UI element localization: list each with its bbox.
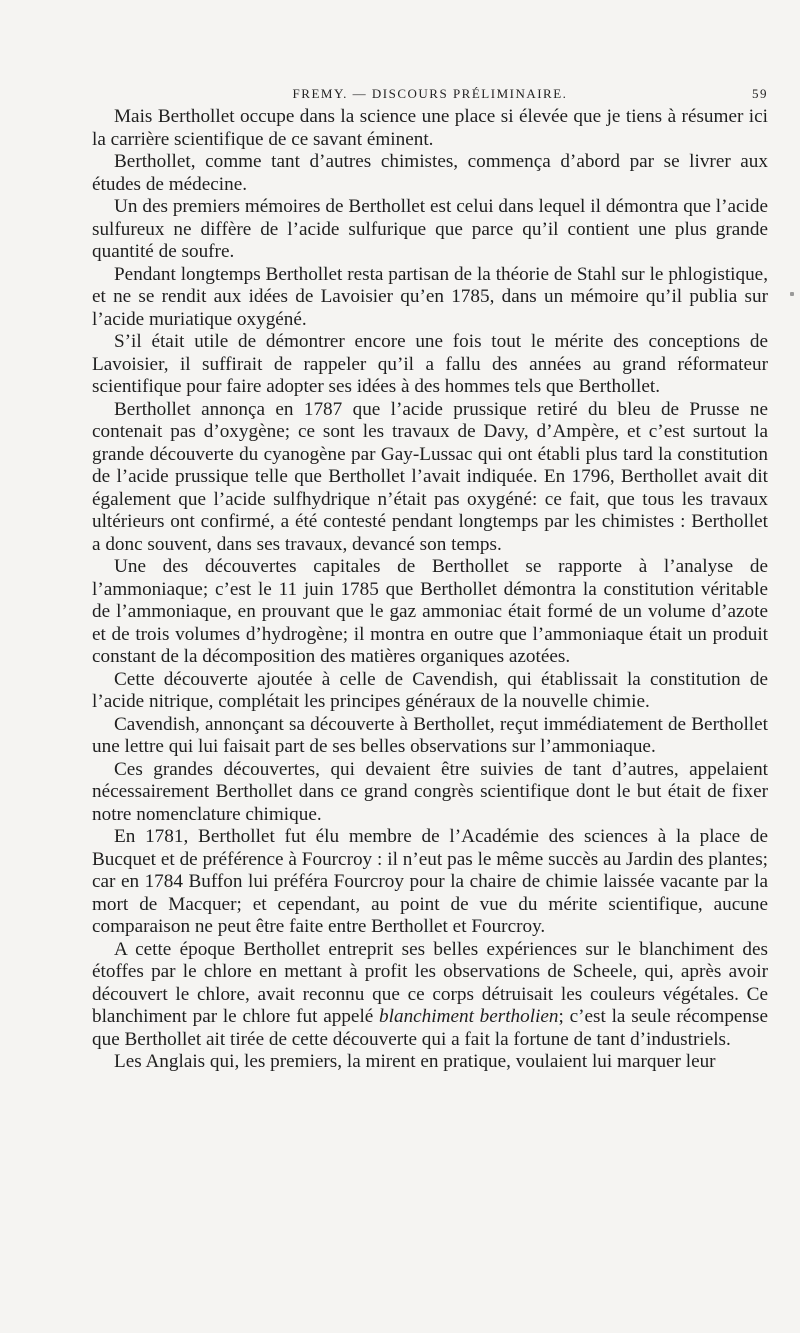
- header-title: FREMY. — DISCOURS PRÉLIMINAIRE.: [292, 86, 568, 101]
- paragraph: Une des découvertes capitales de Berthollet se rapporte à l’analyse de l’ammoniaque; c’est le 11 juin 1785 que Berthollet démontra la constitution véritable de l’ammoniaque, en prouvant que le gaz ammoniac était formé de un volume d’azote et de trois volumes d’hydrogène; il montra en outre que l’ammoniaque était un produit constant de la décomposition des matières organiques azotées.: [92, 556, 768, 667]
- page-number: 59: [752, 86, 768, 101]
- paragraph: Cavendish, annonçant sa découverte à Berthollet, reçut immédiatement de Berthollet une lettre qui lui faisait part de ses belles observations sur l’ammoniaque.: [92, 713, 768, 757]
- body-text: [92, 106, 768, 1074]
- paragraph: Berthollet, comme tant d’autres chimistes, commença d’abord par se livrer aux études de médecine.: [92, 151, 768, 195]
- paragraph-blanchiment: [92, 939, 768, 1052]
- paragraph: Berthollet annonça en 1787 que l’acide prussique retiré du bleu de Prusse ne contenait pas d’oxygène; ce sont les travaux de Davy, d’Ampère, et c’est surtout la grande découverte du cyanogène par Gay-Lussac qui ont établi plus tard la constitution de l’acide prussique telle que Berthollet l’avait indiquée. En 1796, Berthollet avait dit également que l’acide sulfhydrique n’était pas oxygéné: ce fait, que tous les travaux ultérieurs ont confirmé, a été contesté pendant longtemps par les chimistes : Berthollet a donc souvent, dans ses travaux, devancé son temps.: [92, 398, 768, 555]
- italic-term: blanchiment bertholien: [379, 1006, 559, 1027]
- paragraph: Un des premiers mémoires de Berthollet est celui dans lequel il démontra que l’acide sulfureux ne diffère de l’acide sulfurique que parce qu’il contient une plus grande quantité de soufre.: [92, 196, 768, 262]
- paragraph-text: A cette époque Berthollet entreprit ses belles expériences sur le blanchiment des étoffes par le chlore en mettant à profit les observations de Scheele, qui, après avoir découvert le chlore, avait reconnu que ce corps détruisait les couleurs végétales. Ce blanchiment par le chlore fut appelé: [92, 938, 768, 1027]
- paragraph: Mais Berthollet occupe dans la science une place si élevée que je tiens à résumer ici la carrière scientifique de ce savant éminent.: [92, 106, 768, 150]
- paragraph: En 1781, Berthollet fut élu membre de l’Académie des sciences à la place de Bucquet et de préférence à Fourcroy : il n’eut pas le même succès au Jardin des plantes; car en 1784 Buffon lui préféra Fourcroy pour la chaire de chimie laissée vacante par la mort de Macquer; et cependant, au point de vue du mérite scientifique, aucune comparaison ne peut être faite entre Berthollet et Fourcroy.: [92, 826, 768, 937]
- paragraph: S’il était utile de démontrer encore une fois tout le mérite des conceptions de Lavoisier, il suffirait de rappeler qu’il a fallu des années au grand réformateur scientifique pour faire adopter ses idées à des hommes tels que Berthollet.: [92, 331, 768, 397]
- margin-mark: [790, 292, 794, 296]
- paragraph-text: ; c’est la seule récompense que Berthollet ait tirée de cette découverte qui a fait la fortune de tant d’industriels.: [92, 1006, 769, 1050]
- paragraph: Pendant longtemps Berthollet resta partisan de la théorie de Stahl sur le phlogistique, et ne se rendit aux idées de Lavoisier qu’en 1785, dans un mémoire qu’il publia sur l’acide muriatique oxygéné.: [92, 263, 768, 330]
- running-header: [92, 86, 768, 106]
- paragraph: Cette découverte ajoutée à celle de Cavendish, qui établissait la constitution de l’acide nitrique, complétait les principes généraux de la nouvelle chimie.: [92, 668, 768, 712]
- paragraph-last: Les Anglais qui, les premiers, la mirent en pratique, voulaient lui marquer leur: [114, 1051, 716, 1072]
- paragraph: Ces grandes découvertes, qui devaient être suivies de tant d’autres, appelaient nécessairement Berthollet dans ce grand congrès scientifique dont le but était de fixer notre nomenclature chimique.: [92, 758, 768, 825]
